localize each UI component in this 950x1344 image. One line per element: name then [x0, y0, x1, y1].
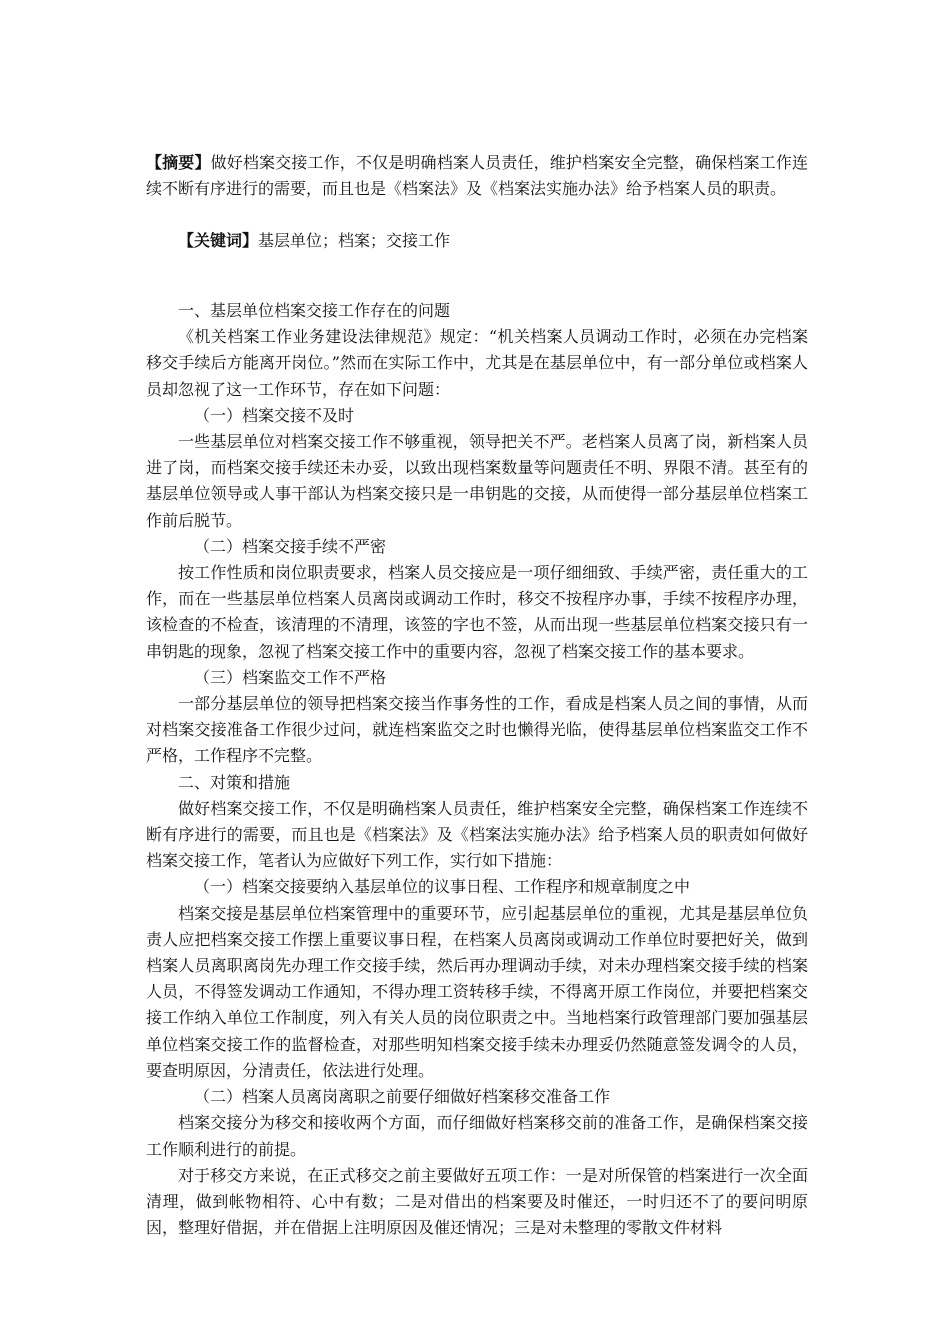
- body-paragraph: 一部分基层单位的领导把档案交接当作事务性的工作，看成是档案人员之间的事情，从而对档案交接准备工作很少过问，就连档案监交之时也懒得光临，使得基层单位档案监交工作不严格，工作程序不完整。: [146, 694, 808, 766]
- body-paragraph: 《机关档案工作业务建设法律规范》规定：“机关档案人员调动工作时，必须在办完档案移交手续后方能离开岗位。”然而在实际工作中，尤其是在基层单位中，有一部分单位或档案人员却忽视了这一工作环节，存在如下问题：: [146, 327, 808, 399]
- body-paragraph: 按工作性质和岗位职责要求，档案人员交接应是一项仔细细致、手续严密，责任重大的工作，而在一些基层单位档案人员离岗或调动工作时，移交不按程序办事，手续不按程序办理，该检查的不检查，该清理的不清理，该签的字也不签，从而出现一些基层单位档案交接只有一串钥匙的现象，忽视了档案交接工作中的重要内容，忽视了档案交接工作的基本要求。: [146, 563, 808, 661]
- subsection-heading: （一）档案交接要纳入基层单位的议事日程、工作程序和规章制度之中: [194, 877, 691, 897]
- keywords-paragraph: [146, 228, 808, 254]
- keywords-tag: 【关键词】: [178, 231, 259, 250]
- body-paragraph: 档案交接分为移交和接收两个方面，而仔细做好档案移交前的准备工作，是确保档案交接工作顺利进行的前提。: [146, 1113, 808, 1159]
- abstract-tag: 【摘要】: [146, 153, 211, 172]
- subsection-heading: （二）档案人员离岗离职之前要仔细做好档案移交准备工作: [194, 1087, 611, 1107]
- article-body: [146, 298, 808, 1241]
- body-paragraph: 对于移交方来说，在正式移交之前主要做好五项工作：一是对所保管的档案进行一次全面清理，做到帐物相符、心中有数；二是对借出的档案要及时催还，一时归还不了的要问明原因，整理好借据，并在借据上注明原因及催还情况；三是对未整理的零散文件材料: [146, 1165, 808, 1238]
- body-paragraph: 做好档案交接工作，不仅是明确档案人员责任，维护档案安全完整，确保档案工作连续不断有序进行的需要，而且也是《档案法》及《档案法实施办法》给予档案人员的职责如何做好档案交接工作，笔者认为应做好下列工作，实行如下措施：: [146, 798, 808, 871]
- subsection-heading: （一）档案交接不及时: [194, 405, 355, 425]
- body-paragraph: 一些基层单位对档案交接工作不够重视，领导把关不严。老档案人员离了岗，新档案人员进了岗，而档案交接手续还未办妥，以致出现档案数量等问题责任不明、界限不清。甚至有的基层单位领导或人事干部认为档案交接只是一串钥匙的交接，从而使得一部分基层单位档案工作前后脱节。: [146, 432, 808, 530]
- abstract-paragraph: [146, 150, 808, 202]
- keywords-text: 基层单位；档案；交接工作: [258, 231, 451, 250]
- section-heading: 一、基层单位档案交接工作存在的问题: [178, 301, 451, 320]
- body-paragraph: 档案交接是基层单位档案管理中的重要环节，应引起基层单位的重视，尤其是基层单位负责人应把档案交接工作摆上重要议事日程，在档案人员离岗或调动工作单位时要把好关，做到档案人员离职离岗先办理工作交接手续，然后再办理调动手续，对未办理档案交接手续的档案人员，不得签发调动工作通知，不得办理工资转移手续，不得离开原工作岗位，并要把档案交接工作纳入单位工作制度，列入有关人员的岗位职责之中。当地档案行政管理部门要加强基层单位档案交接工作的监督检查，对那些明知档案交接手续未办理妥仍然随意签发调令的人员，要查明原因，分清责任，依法进行处理。: [146, 903, 808, 1080]
- subsection-heading: （三）档案监交工作不严格: [194, 667, 387, 687]
- section-heading: 二、对策和措施: [178, 772, 291, 792]
- subsection-heading: （二）档案交接手续不严密: [194, 536, 387, 556]
- abstract-text: 做好档案交接工作，不仅是明确档案人员责任，维护档案安全完整，确保档案工作连续不断有序进行的需要，而且也是《档案法》及《档案法实施办法》给予档案人员的职责。: [146, 153, 808, 198]
